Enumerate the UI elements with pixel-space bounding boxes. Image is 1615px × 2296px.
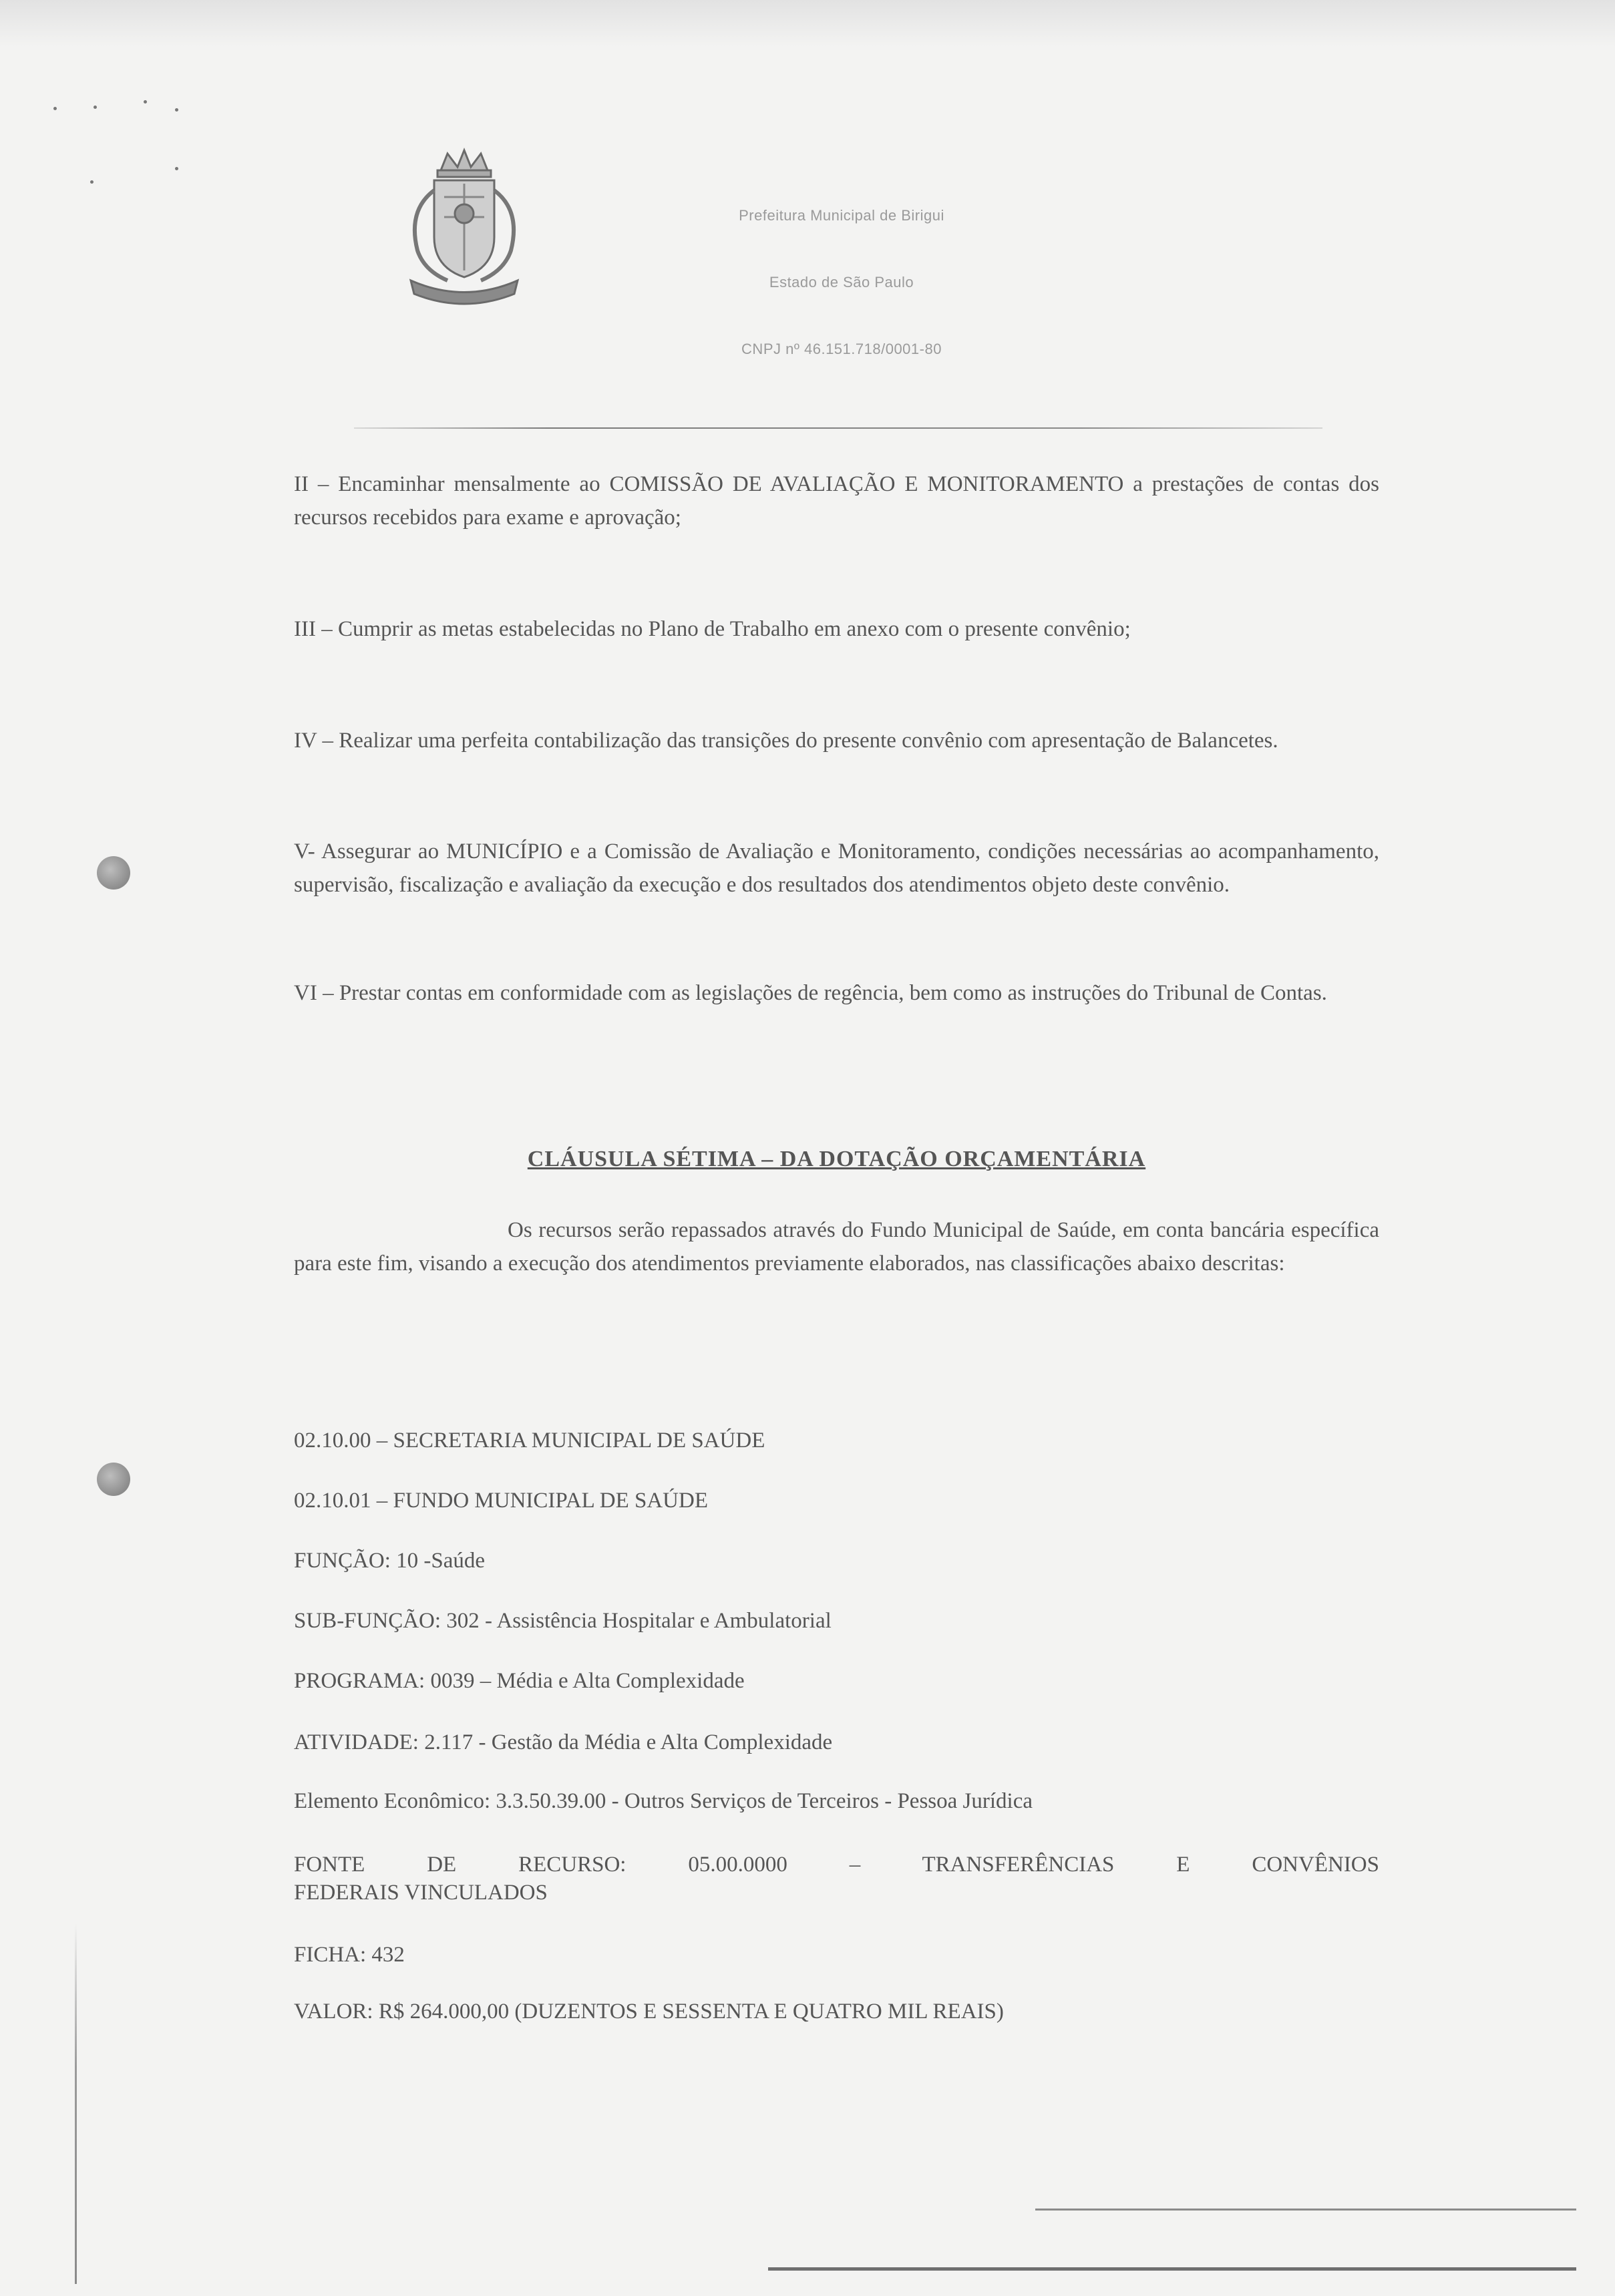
letterhead-cnpj: CNPJ nº 46.151.718/0001-80 <box>741 341 942 357</box>
budget-atividade: ATIVIDADE: 2.117 - Gestão da Média e Alta Complexidade <box>294 1730 833 1754</box>
scan-speck <box>53 107 57 110</box>
obligation-item: VI – Prestar contas em conformidade com as legislações de regência, bem como as instruções do Tribunal de Contas. <box>294 981 1327 1005</box>
scan-bottom-edge <box>1035 2209 1576 2211</box>
municipal-coat-of-arms-icon <box>394 144 534 311</box>
obligation-item: IV – Realizar uma perfeita contabilização das transições do presente convênio com apresentação de Balancetes. <box>294 729 1278 753</box>
letterhead-state: Estado de São Paulo <box>769 274 914 291</box>
budget-programa: PROGRAMA: 0039 – Média e Alta Complexidade <box>294 1669 745 1693</box>
budget-secretaria: 02.10.00 – SECRETARIA MUNICIPAL DE SAÚDE <box>294 1428 765 1453</box>
budget-fundo: 02.10.01 – FUNDO MUNICIPAL DE SAÚDE <box>294 1489 709 1513</box>
budget-fonte-recurso: FONTE DE RECURSO: 05.00.0000 – TRANSFERÊNCIAS E CONVÊNIOS <box>294 1853 1379 1877</box>
budget-elemento-economico: Elemento Econômico: 3.3.50.39.00 - Outros Serviços de Terceiros - Pessoa Jurídica <box>294 1789 1033 1813</box>
scan-edge-shadow <box>0 0 1615 47</box>
scan-speck <box>144 100 147 104</box>
clause-heading: CLÁUSULA SÉTIMA – DA DOTAÇÃO ORÇAMENTÁRIA <box>527 1147 1146 1171</box>
header-divider <box>354 427 1322 429</box>
letterhead-municipality: Prefeitura Municipal de Birigui <box>739 207 944 224</box>
scan-speck <box>175 108 178 112</box>
punch-hole <box>97 856 130 890</box>
budget-fonte-recurso-continued: FEDERAIS VINCULADOS <box>294 1881 548 1905</box>
budget-valor: VALOR: R$ 264.000,00 (DUZENTOS E SESSENTA E QUATRO MIL REAIS) <box>294 1999 1004 2024</box>
budget-subfuncao: SUB-FUNÇÃO: 302 - Assistência Hospitalar e Ambulatorial <box>294 1609 832 1633</box>
budget-ficha: FICHA: 432 <box>294 1943 405 1967</box>
obligation-item: V- Assegurar ao MUNICÍPIO e a Comissão de Avaliação e Monitoramento, condições necessárias ao acompanhamento, supervisão, fiscalização e avaliação da execução e dos resultados dos atendimentos objeto deste convênio. <box>294 839 1379 897</box>
scan-bottom-edge <box>768 2267 1576 2271</box>
obligation-item: III – Cumprir as metas estabelecidas no Plano de Trabalho em anexo com o presente convênio; <box>294 617 1131 641</box>
punch-hole <box>97 1463 130 1496</box>
budget-funcao: FUNÇÃO: 10 -Saúde <box>294 1549 485 1573</box>
scan-speck <box>94 106 97 109</box>
scan-margin-mark <box>75 1923 77 2284</box>
clause-paragraph: Os recursos serão repassados através do Fundo Municipal de Saúde, em conta bancária específica para este fim, visando a execução dos atendimentos previamente elaborados, nas classificações abaixo descritas: <box>294 1218 1379 1276</box>
scan-speck <box>175 167 178 170</box>
scan-speck <box>90 180 94 184</box>
obligation-item: II – Encaminhar mensalmente ao COMISSÃO DE AVALIAÇÃO E MONITORAMENTO a prestações de contas dos recursos recebidos para exame e aprovação; <box>294 472 1379 530</box>
